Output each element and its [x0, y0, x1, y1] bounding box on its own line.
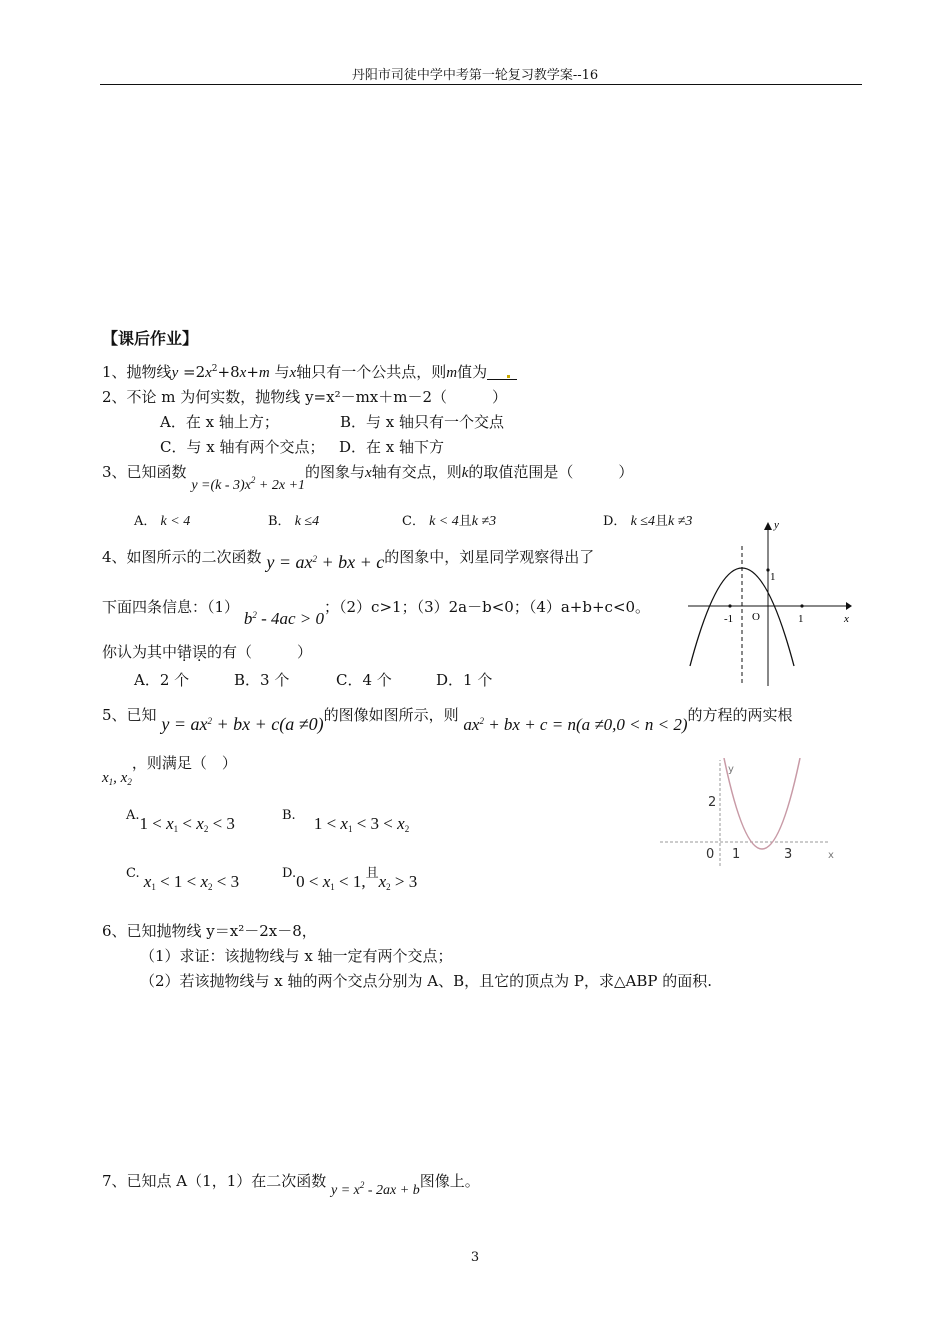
question-5-line-2: $x_1$, $x_2$，则满足（ ）: [102, 754, 237, 787]
q3-formula: $y =(k - 3)x^2 + 2x +1$: [191, 475, 306, 493]
q5-option-c: C. $x_1 < 1 < x_2 < 3$: [126, 866, 240, 892]
y-intercept-label: 2: [708, 795, 717, 810]
q7-formula: $y = x^2 - 2ax + b$: [331, 1180, 420, 1198]
point-one: [800, 604, 803, 607]
question-7: 7、已知点 A（1，1）在二次函数 $y = x^2 - 2ax + b$图像上。: [102, 1172, 480, 1198]
question-2: 2、不论 m 为何实数，抛物线 y=x²－mx＋m－2（ ）: [102, 388, 508, 406]
q5-formula: $y = ax^2$ + bx + c(a ≠0): [161, 714, 324, 734]
q4-option-c: C．4 个: [336, 671, 392, 689]
question-6-part-2: （2）若该抛物线与 x 轴的两个交点分别为 A、B，且它的顶点为 P，求△ABP 的面积.: [140, 972, 713, 990]
neg-one-label: -1: [724, 613, 734, 625]
q1-formula: y: [171, 365, 179, 381]
q3-option-c: C． k < 4且k ≠3: [402, 514, 497, 529]
q5-option-b: B. $1 < x_1 < 3 < x_2$: [282, 808, 410, 834]
q5-option-a: $A.1 < x_1 < x_2 < 3$: [126, 808, 235, 834]
x-axis-arrow: [846, 602, 852, 610]
q2-option-d: D．在 x 轴下方: [339, 438, 445, 456]
y-label: y: [774, 519, 779, 531]
header-rule: [100, 84, 862, 85]
q5-parabola-figure: [660, 758, 842, 870]
q4-option-a: A．2 个: [134, 671, 190, 689]
q4-discriminant: $b^2 - 4ac > 0$: [243, 609, 325, 628]
parabola-curve: [724, 758, 800, 849]
origin-label: 0: [706, 847, 715, 862]
page-header: 丹阳市司徒中学中考第一轮复习教学案--16: [351, 68, 599, 83]
origin-label: O: [752, 611, 760, 623]
question-3: 3、已知函数 $y =(k - 3)x^2 + 2x +1$的图象与x轴有交点，则k的取值范围是（ ）: [102, 463, 634, 493]
point-neg-one: [728, 604, 731, 607]
answer-blank[interactable]: [487, 365, 517, 380]
section-title: 【课后作业】: [102, 329, 199, 348]
question-1: 1、抛物线$y =2x^2+8x+m$ 与x轴只有一个公共点，则m值为: [102, 361, 517, 382]
x-label: x: [844, 613, 849, 625]
question-6: 6、已知抛物线 y＝x²－2x－8，: [102, 922, 317, 940]
q3-option-d: D． k ≤4且k ≠3: [603, 514, 693, 529]
q5-option-d: $D.0 < x_1 < 1$,且$x_2 > 3$: [282, 866, 418, 892]
q2-option-c: C．与 x 轴有两个交点；: [160, 438, 325, 456]
question-4-line-2: 下面四条信息：（1） $b^2 - 4ac > 0$；（2）c>1；（3）2a－b<0；（4）a+b+c<0。: [102, 598, 651, 628]
y-one-label: 1: [770, 571, 776, 583]
q3-option-b: B． k ≤4: [268, 514, 320, 529]
q5-equation: $ax^2$ + bx + c = n(a ≠0,0 < n < 2): [463, 715, 688, 734]
q4-option-b: B．3 个: [234, 671, 290, 689]
question-5-line-1: 5、已知 $y = ax^2$ + bx + c(a ≠0)的图像如图所示，则 $ax^2$ + bx + c = n(a ≠0,0 < n < 2)的方程的两实根: [102, 706, 793, 734]
q4-parabola-figure: [684, 518, 854, 688]
q2-option-a: A．在 x 轴上方；: [160, 413, 279, 431]
q5-roots: $x_1$, $x_2$: [102, 770, 132, 787]
q4-formula: $y = ax^2$ + bx + c: [266, 552, 385, 572]
q2-option-b: B．与 x 轴只有一个交点: [340, 413, 505, 431]
y-label: y: [728, 764, 734, 775]
q4-option-d: D．1 个: [436, 671, 493, 689]
x-one-label: 1: [798, 613, 804, 625]
page-number: 3: [470, 1250, 480, 1265]
question-4-line-1: 4、如图所示的二次函数 $y = ax^2$ + bx + c的图象中，刘星同学观察得出了: [102, 548, 595, 572]
question-6-part-1: （1）求证：该抛物线与 x 轴一定有两个交点；: [140, 947, 453, 965]
y-axis-arrow: [764, 522, 772, 530]
root-one-label: 1: [732, 847, 741, 862]
x-label: x: [828, 850, 834, 861]
question-4-line-3: 你认为其中错误的有（ ）: [102, 643, 313, 661]
root-three-label: 3: [784, 847, 793, 862]
q3-option-a: A． k < 4: [134, 514, 191, 529]
